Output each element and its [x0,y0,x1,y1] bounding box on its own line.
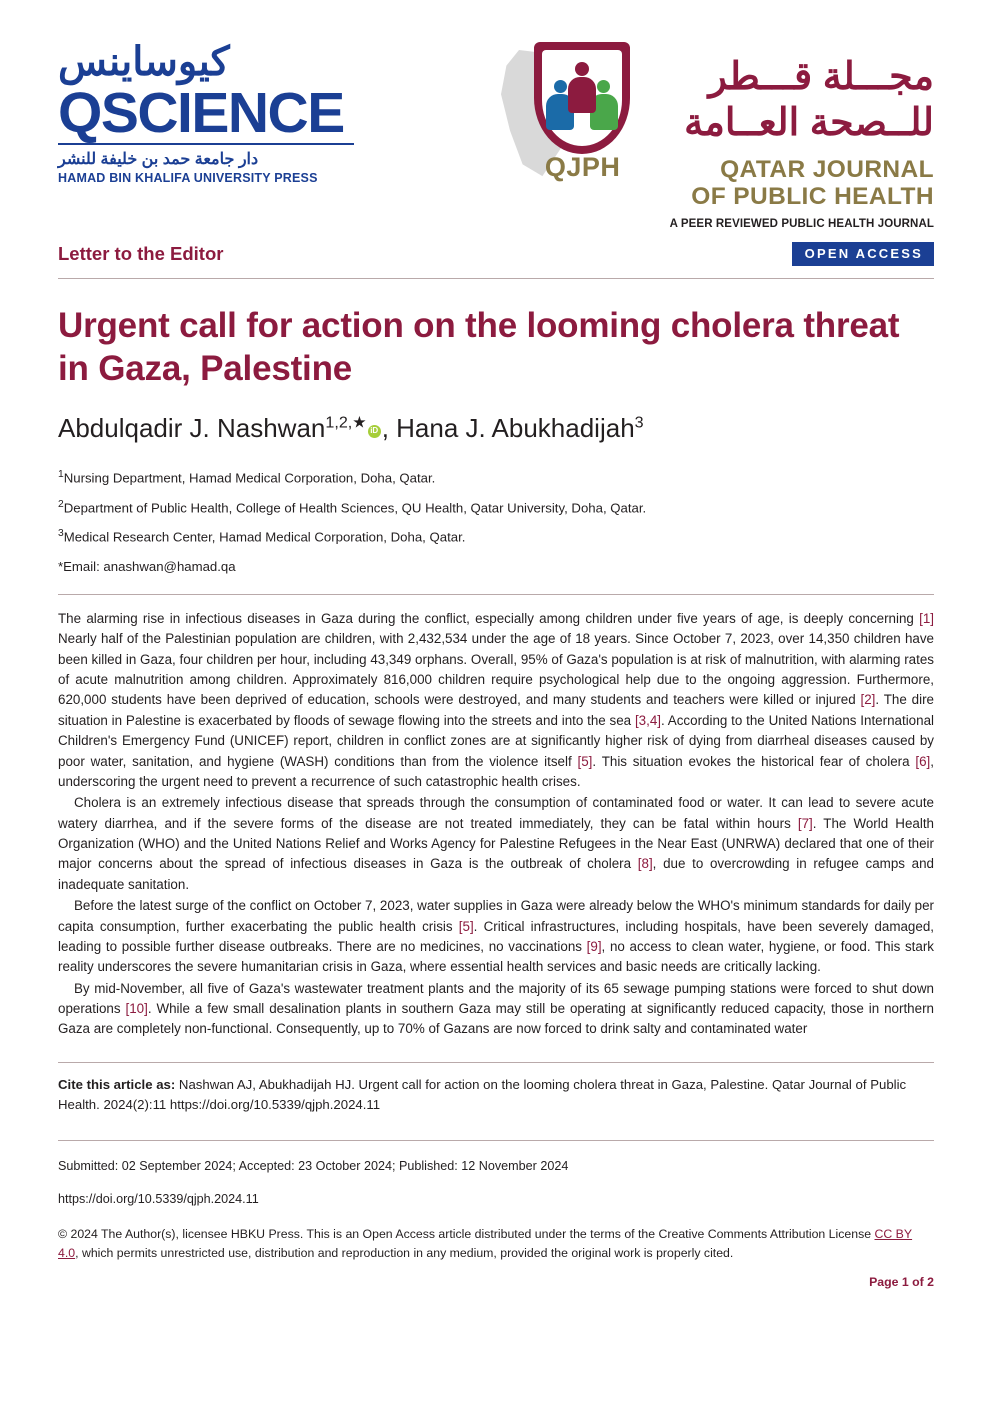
journal-english-line2: OF PUBLIC HEALTH [691,183,934,211]
para3-seg1: Before the latest surge of the conflict on October 7, 2023, water supplies in Gaza were already below the WHO's minimum standards for daily per capita consumption, further exacerbating the public health crisis [58,898,934,934]
reference-link-5b[interactable]: [5] [458,918,474,934]
journal-title-block [670,42,934,230]
affiliation-item [58,468,934,488]
doi-text: https://doi.org/10.5339/qjph.2024.11 [58,1192,259,1207]
affiliation-text: Nursing Department, Hamad Medical Corporation, Doha, Qatar. [63,470,436,486]
author-1-affil-marks: 1,2,★ [325,413,367,432]
reference-link-7[interactable]: [7] [797,815,813,831]
body-paragraph-3 [58,896,934,978]
press-english-name: HAMAD BIN KHALIFA UNIVERSITY PRESS [58,171,318,186]
cc-by-link[interactable]: CC BY 4.0 [58,1227,913,1261]
reference-link-3[interactable]: [3,4] [634,712,662,728]
submission-dates: Submitted: 02 September 2024; Accepted: 23 October 2024; Published: 12 November 2024 [58,1159,569,1174]
citation-block [58,1075,934,1115]
affiliation-marker: 2 [58,498,64,510]
people-head-left [554,80,567,93]
affiliation-list [58,468,934,576]
article-body [58,609,934,1040]
para4-seg1: By mid-November, all five of Gaza's wastewater treatment plants and the majority of its 65 sewage pumping stations were forced to shut down operations [58,980,934,1017]
author-1-name: Abdulqadir J. Nashwan [58,413,326,444]
affiliation-item [58,527,934,547]
people-head-center [575,62,589,76]
author-list [58,412,934,446]
citation-label: Cite this article as: [58,1076,176,1092]
para1-seg1: The alarming rise in infectious diseases in Gaza during the conflict, especially among children under five years of age, is deeply concerning [58,610,920,626]
body-paragraph-1 [58,609,934,792]
para4-seg2: . While a few small desalination plants in southern Gaza may still be operating at significantly reduced capacity, those in northern Gaza are completely non-functional. Consequently, up to 70% of Gazans are now forced to drink salty and contaminated water [58,1001,934,1037]
para2-seg1: Cholera is an extremely infectious disease that spreads through the consumption of contaminated food or water. It can lead to severe acute watery diarrhea, and if the severe forms of the disease are not treated immediately, they can be fatal within hours [58,795,934,831]
journal-english-line1: QATAR JOURNAL [720,155,934,183]
body-divider [58,594,934,595]
para1-seg2: Nearly half of the Palestinian population are children, with 2,432,534 under the age of 18 years. Since October 7, 2023, over 14,350 children have been killed in Gaza, four children per hour, including 43,349 orphans. Overall, 95% of Gaza's population is at risk of malnutrition, with alarming rates of acute malnutrition among children. Approximately 816,000 children require psychological help due to the ongoing aggression. Furthermore, 620,000 students have been deprived of education, schools were destroyed, and many students and teachers were killed or injured [58,631,934,708]
para3-seg3: , no access to clean water, hygiene, or food. This stark reality underscores the severe humanitarian crisis in Gaza, where essential health services and basic needs are critically lacking. [58,938,934,975]
reference-link-1[interactable]: [1] [919,610,934,626]
journal-logo [496,42,934,230]
reference-link-2[interactable]: [2] [860,692,876,708]
affiliation-marker: 1 [58,469,64,481]
affiliation-item [58,498,934,518]
reference-link-9[interactable]: [9] [586,938,602,954]
article-type-row [58,242,934,266]
reference-link-10[interactable]: [10] [125,1001,148,1017]
journal-tagline: A PEER REVIEWED PUBLIC HEALTH JOURNAL [669,217,934,230]
qscience-wordmark: QSCIENCE [58,81,344,145]
people-head-right [597,80,610,93]
qjph-emblem-icon [496,42,656,207]
journal-arabic-line1: مجـــلة قـــطر [708,56,934,98]
journal-arabic-line2: للــصحة العــامة [684,102,934,145]
para2-seg2: . The World Health Organization (WHO) and the United Nations Relief and Works Agency for Palestine Refugees in the Near East (UNRWA) declared that one of their major concerns about the spread of infectious diseases in Gaza is the outbreak of cholera [58,815,934,872]
para1-seg5: . This situation evokes the historical fear of cholera [592,753,916,769]
license-text-2: , which permits unrestricted use, distribution and reproduction in any medium, provided the original work is properly cited. [75,1246,734,1261]
author-2-affil-marks: 3 [634,413,644,432]
corresponding-email: *Email: anashwan@hamad.qa [58,558,236,574]
page-title: Urgent call for action on the looming cholera threat in Gaza, Palestine [58,306,900,388]
article-type-label: Letter to the Editor [58,243,224,264]
reference-link-5[interactable]: [5] [577,753,593,769]
affiliation-text: Department of Public Health, College of Health Sciences, QU Health, Qatar University, Doha, Qatar. [63,500,647,516]
para1-seg4: . According to the United Nations International Children's Emergency Fund (UNICEF) report, children in conflict zones are at significantly higher risk of dying from diarrheal diseases caused by poor water, sanitation, and hygiene (WASH) conditions than from the violence itself [58,712,934,769]
qscience-logo [58,42,358,185]
masthead [58,0,934,230]
qjph-acronym: QJPH [544,152,621,182]
citation-text: Nashwan AJ, Abukhadijah HJ. Urgent call for action on the looming cholera threat in Gaza, Palestine. Qatar Journal of Public Health. 2024(2):11 https://doi.org/10.5339/qjph.2024.11 [58,1076,907,1112]
header-divider [58,278,934,279]
page-number: Page 1 of 2 [869,1275,934,1290]
license-text-1: © 2024 The Author(s), licensee HBKU Press. This is an Open Access article distributed under the terms of the Creative Comments Attribution License [58,1227,875,1242]
orcid-icon[interactable] [368,425,381,438]
body-paragraph-4 [58,979,934,1040]
reference-link-6[interactable]: [6] [915,753,931,769]
reference-link-8[interactable]: [8] [637,856,653,872]
qscience-arabic-name: كيوساينس [58,40,230,84]
press-arabic-name: دار جامعة حمد بن خليفة للنشر [58,151,259,169]
para3-seg2: . Critical infrastructures, including hospitals, have been severely damaged, leading to possible further disease outbreaks. There are no medicines, no vaccinations [58,918,934,954]
affiliation-text: Medical Research Center, Hamad Medical Corporation, Doha, Qatar. [63,529,466,545]
citation-divider [58,1062,934,1063]
author-2-name: , Hana J. Abukhadijah [381,413,635,444]
para2-seg3: , due to overcrowding in refugee camps and inadequate sanitation. [58,856,935,892]
people-figure-center [568,77,596,113]
body-paragraph-2 [58,793,934,895]
footer-divider [58,1140,934,1141]
license-statement [58,1225,934,1263]
para1-seg6: , underscoring the urgent need to prevent a recurrence of such catastrophic health crises. [58,753,934,789]
affiliation-marker: 3 [58,528,64,540]
open-access-badge: OPEN ACCESS [792,242,934,266]
para1-seg3: . The dire situation in Palestine is exacerbated by floods of sewage flowing into the streets and into the sea [58,692,934,728]
